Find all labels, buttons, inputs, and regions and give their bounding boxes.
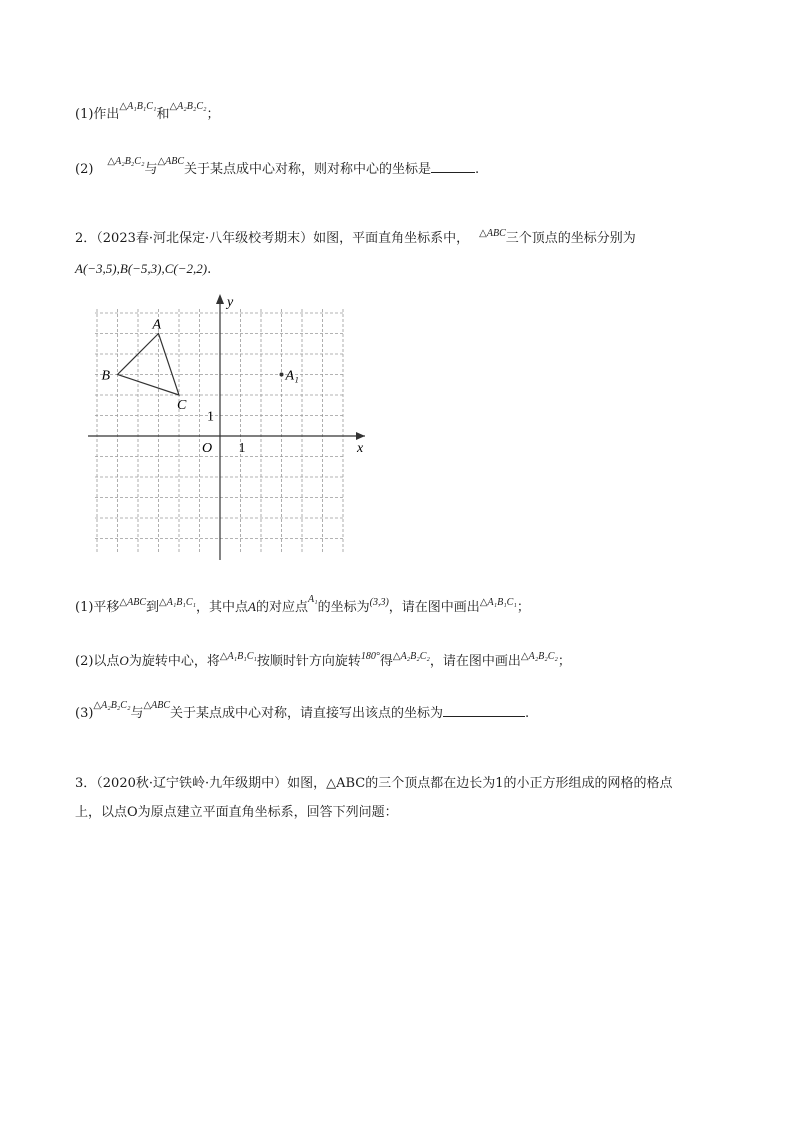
q3-line1: 3．（2020秋·辽宁铁岭·九年级期中）如图，△ABC的三个顶点都在边长为1的小正方形组成的网格的格点 [75,776,673,791]
label-origin: O [202,441,213,456]
label-x-one: 1 [238,441,246,456]
x-axis-arrow [356,432,365,440]
q2-part2-f: ，请在图中画出 [429,654,521,669]
q2-part2-t3: △A₂B₂C₂ [520,651,558,662]
q2-part1-a: (1)平移 [75,600,120,615]
label-a: A [152,317,162,333]
q2-part1-h: (3,3) [369,597,389,608]
q2-part1-t3: △A₁B₁C₁ [479,597,517,608]
q2-part3-t2: △ABC [143,700,171,711]
q1-part1-suffix: ； [206,107,220,122]
q2-part2-b: O [119,653,129,668]
label-c: C [177,398,187,413]
q2-part2-deg: 180° [360,651,380,662]
q2-part3-c: 关于某点成中心对称，请直接写出该点的坐标为 [170,706,444,721]
q1-part1-triangle1: △A₁B₁C₁ [119,101,157,112]
q2-part2 [75,652,571,672]
q1-part1 [75,101,220,125]
q2-part2-c: 为旋转中心，将 [128,654,220,669]
q1-part2-with: 与 [144,162,158,177]
q1-part1-triangle2: △A₂B₂C₂ [169,101,207,112]
q2-part1-e: 的对应点 [256,600,309,615]
q3-line2: 上，以点O为原点建立平面直角坐标系，回答下列问题： [75,805,398,820]
q1-part2-triangle2: △ABC [157,156,185,167]
y-axis-arrow [216,294,224,304]
q2-part1-j: ； [516,600,530,615]
q2-coords-line [75,260,211,279]
q2-part2-t1: △A₁B₁C₁ [219,651,257,662]
q2-number: 2． [75,231,97,246]
q2-part1-d: A [248,599,256,614]
q2-part1-i: ，请在图中画出 [388,600,480,615]
q2-part1-g: 的坐标为 [317,600,370,615]
q1-part2-end: . [475,162,480,177]
q2-answer-blank [443,704,525,717]
q2-part2-e: 得 [379,654,393,669]
coordinate-figure [88,292,378,564]
q1-answer-blank [431,160,475,173]
q1-part1-and: 和 [156,107,170,122]
q2-part3-a: (3) [75,706,94,721]
q1-part2 [75,156,480,180]
q2-part3-end: . [525,706,530,721]
q2-part2-a: (2)以点 [75,654,120,669]
q1-part2-prefix: (2) [75,162,94,177]
q2-part1-t1: △ABC [119,597,146,608]
q2-part1-c: ，其中点 [196,600,249,615]
q2-heading [75,230,636,249]
q2-coords: A(−3,5),B(−5,3),C(−2,2) [75,261,208,276]
q2-part1 [75,594,530,618]
q2-part2-g: ； [557,654,571,669]
label-b: B [101,368,111,384]
q2-part2-d: 按顺时针方向旋转 [256,654,361,669]
q2-part1-f: A₁ [308,594,318,605]
q1-part2-text: 关于某点成中心对称，则对称中心的坐标是 [184,162,432,177]
q2-intro2: 三个顶点的坐标分别为 [505,231,636,246]
label-y-one: 1 [207,409,214,425]
point-a1-dot [280,373,284,377]
q2-coords-end: . [207,262,212,277]
q2-part3-t1: △A₂B₂C₂ [93,700,131,711]
label-x-axis: x [357,441,364,456]
q2-triangle: △ABC [479,228,506,239]
q2-source: （2023春·河北保定·八年级校考期末） [96,231,314,246]
label-a1: A₁ [285,368,299,384]
q2-part1-b: 到 [146,600,160,615]
q1-part1-prefix: (1)作出 [75,107,120,122]
q2-part2-t2: △A₂B₂C₂ [392,651,430,662]
q2-intro: 如图，平面直角坐标系中， [313,231,470,246]
q2-part3 [75,700,530,724]
q2-part1-t2: △A₁B₁C₁ [159,597,197,608]
q2-part3-b: 与 [130,706,144,721]
triangle-abc [118,334,180,396]
label-y-axis: y [227,295,234,310]
q1-part2-triangle1: △A₂B₂C₂ [107,156,145,167]
